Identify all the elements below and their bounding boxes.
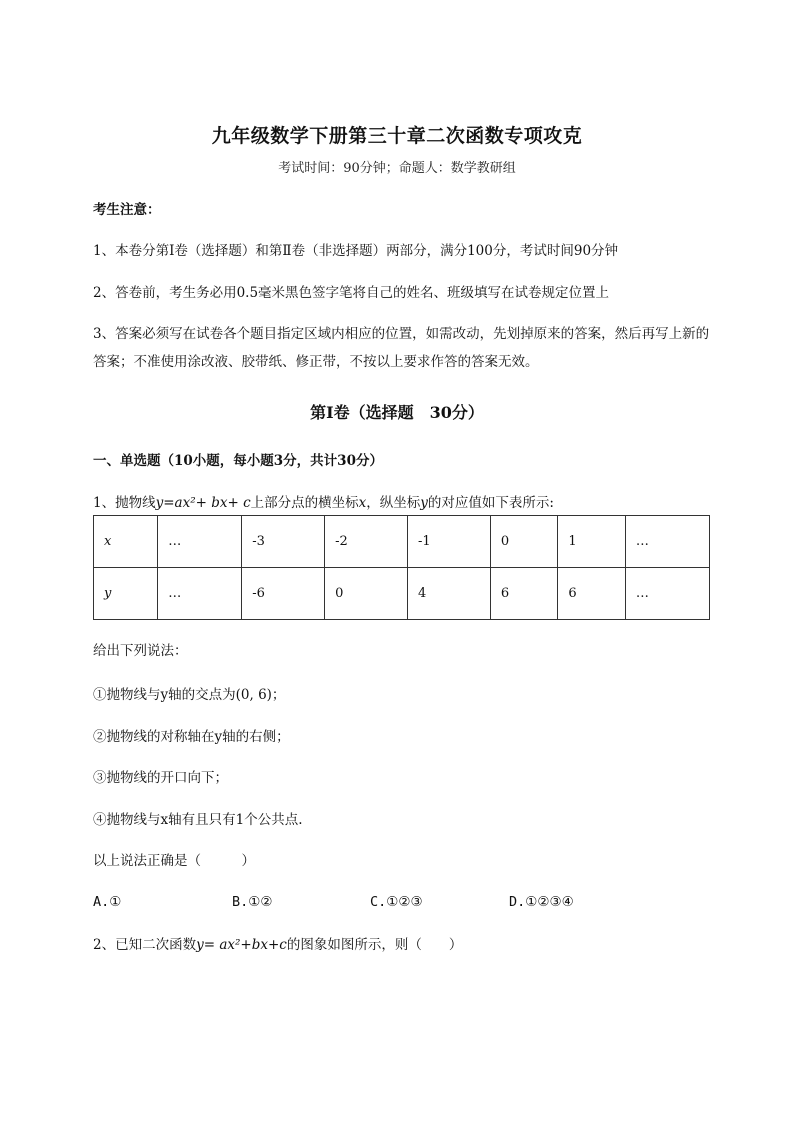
notice-item-2: 2、答卷前，考生务必用0.5毫米黑色签字笔将自己的姓名、班级填写在试卷规定位置上	[93, 285, 610, 301]
q2-stem-suffix: 的图象如图所示，则（ ）	[286, 937, 463, 953]
q1-var-x: x	[358, 495, 367, 511]
table-cell: 6	[558, 568, 626, 620]
table-cell: -1	[408, 516, 491, 568]
table-cell: 0	[490, 516, 558, 568]
part-heading: 一、单选题（10小题，每小题3分，共计30分）	[93, 453, 383, 469]
table-cell: 6	[490, 568, 558, 620]
table-cell: …	[158, 516, 242, 568]
q2-stem-prefix: 2、已知二次函数	[93, 937, 197, 953]
table-cell: -3	[242, 516, 325, 568]
q1-option-d[interactable]: D.①②③④	[509, 894, 574, 910]
question-1-stem	[93, 493, 554, 513]
q1-var-y: y	[420, 495, 428, 511]
section-title: 第Ⅰ卷（选择题 30分）	[310, 403, 484, 422]
q1-statement-4: ④抛物线与x轴有且只有1个公共点.	[93, 812, 303, 828]
exam-info: 考试时间：90分钟；命题人：数学教研组	[278, 161, 516, 176]
question-2-stem	[93, 935, 462, 955]
q1-ask: 以上说法正确是（ ）	[93, 853, 255, 869]
q1-formula: y=ax²+ bx+ c	[155, 495, 251, 511]
table-cell: x	[94, 516, 158, 568]
table-cell: 4	[408, 568, 491, 620]
table-row	[94, 568, 710, 620]
q1-statement-3: ③抛物线的开口向下；	[93, 770, 228, 786]
table-cell: …	[625, 516, 709, 568]
table-cell: y	[94, 568, 158, 620]
table-cell: -6	[242, 568, 325, 620]
q1-statement-2: ②抛物线的对称轴在y轴的右侧；	[93, 729, 290, 745]
q1-stem-mid2: ，纵坐标	[366, 495, 421, 511]
q1-option-c[interactable]: C.①②③	[370, 894, 423, 910]
q1-stem-suffix: 的对应值如下表所示:	[427, 495, 554, 511]
q1-given: 给出下列说法：	[93, 643, 188, 659]
notice-heading: 考生注意：	[93, 202, 161, 218]
q1-stem-mid: 上部分点的横坐标	[250, 495, 359, 511]
q1-option-a[interactable]: A.①	[93, 894, 122, 910]
q1-statement-1: ①抛物线与y轴的交点为(0, 6)；	[93, 687, 286, 703]
q1-stem-prefix: 1、抛物线	[93, 495, 156, 511]
page-title: 九年级数学下册第三十章二次函数专项攻克	[211, 125, 583, 147]
table-cell: …	[158, 568, 242, 620]
q1-option-b[interactable]: B.①②	[232, 894, 273, 910]
table-row	[94, 516, 710, 568]
notice-item-3: 3、答案必须写在试卷各个题目指定区域内相应的位置，如需改动，先划掉原来的答案，然后再写上新的答案；不准使用涂改液、胶带纸、修正带，不按以上要求作答的答案无效。	[93, 326, 710, 370]
notice-item-1: 1、本卷分第Ⅰ卷（选择题）和第Ⅱ卷（非选择题）两部分，满分100分，考试时间90分钟	[93, 243, 619, 259]
table-cell: …	[625, 568, 709, 620]
table-cell: 1	[558, 516, 626, 568]
value-table	[93, 515, 710, 620]
q2-formula: y= ax²+bx+c	[196, 937, 287, 953]
table-cell: 0	[325, 568, 408, 620]
table-cell: -2	[325, 516, 408, 568]
